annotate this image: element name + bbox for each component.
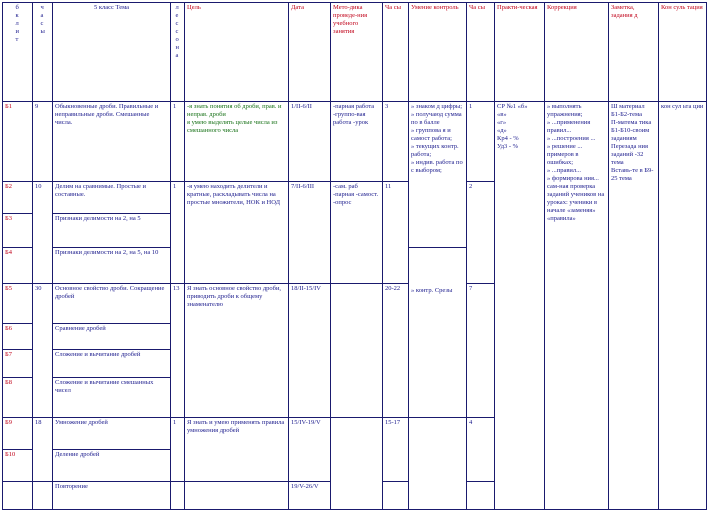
- row-lesson: 1: [171, 182, 185, 284]
- row-topic: Сравнение дробей: [53, 324, 171, 350]
- row-notes: кон сул ьта ции: [659, 102, 707, 510]
- row-id: Б5: [3, 284, 33, 324]
- row-homework: Ш материал Б1-Б2-тема П-матема тика Б1-Б10-своим заданиям Перезада ния заданий -32 тема Вставь-те в Б9-25 тема: [609, 102, 659, 510]
- row-goal: Я знать и умею применять правила умножения дробей: [185, 418, 289, 482]
- row-date: 19/V-26/V: [289, 482, 331, 510]
- row-hours3: 7: [467, 284, 495, 418]
- row-goal: -я знать понятия об дроби, прав. и неправ. дроби я умею выделять целые числа из смешанного числа: [185, 102, 289, 182]
- row-hours2: 20-22: [383, 284, 409, 418]
- row-hours3: [467, 482, 495, 510]
- row-id: Б9: [3, 418, 33, 450]
- row-topic: Сложение и вычитание смешанных чисел: [53, 378, 171, 418]
- row-hours3: 1: [467, 102, 495, 182]
- row-hours: 10: [33, 182, 53, 284]
- row-date: 1/II-6/II: [289, 102, 331, 182]
- row-id: [3, 482, 33, 510]
- row-topic: Признаки делимости на 2, на 5, на 10: [53, 248, 171, 284]
- row-date: 18/II-15/IV: [289, 284, 331, 418]
- row-methods: -сам. раб -парная -самост. -опрос: [331, 182, 383, 284]
- row-id: Б2: [3, 182, 33, 214]
- row-topic: Деление дробей: [53, 450, 171, 482]
- row-hours: 18: [33, 418, 53, 482]
- row-date: 7/II-6/III: [289, 182, 331, 284]
- row-hours3: 4: [467, 418, 495, 482]
- header-lesson: л е с с о н а: [171, 3, 185, 102]
- row-topic: Обыкновенные дроби. Правильные и неправильные дроби. Смешанные числа.: [53, 102, 171, 182]
- header-row: [3, 3, 707, 102]
- header-hours2: Ча сы: [383, 3, 409, 102]
- row-topic: Основное свойство дроби. Сокращение дробей: [53, 284, 171, 324]
- row-hours: 9: [33, 102, 53, 182]
- header-homework: Заметка, задания д: [609, 3, 659, 102]
- header-notes: Кон суль тация: [659, 3, 707, 102]
- table-row: [3, 102, 707, 182]
- row-id: Б10: [3, 450, 33, 482]
- row-topic: Сложение и вычитание дробей: [53, 350, 171, 378]
- row-id: Б8: [3, 378, 33, 418]
- row-goal: Я знать основное свойство дроби, приводить дроби к общему знаменателю: [185, 284, 289, 418]
- row-date: 15/IV-19/V: [289, 418, 331, 482]
- row-id: Б6: [3, 324, 33, 350]
- row-goal: [185, 482, 289, 510]
- row-practice: СР №1 «б» «в» «г» «д» Кр4 - % Уд3 - %: [495, 102, 545, 510]
- row-lesson: 13: [171, 284, 185, 418]
- row-correction: » выполнять упражнения; » ...применения правил... » ...построения ... » решение ... примеров в ошибках; » ...правил... » формирова ния... сам-ная проверка заданий учеников на уроках: ученики в начале «заменяя» «правила»: [545, 102, 609, 510]
- row-lesson: [171, 482, 185, 510]
- row-control: [409, 418, 467, 510]
- header-topic: 5 класс Тема: [53, 3, 171, 102]
- row-topic: Делим на сравнимые. Простые и составные.: [53, 182, 171, 214]
- header-num: б к л и т: [3, 3, 33, 102]
- row-hours: 30: [33, 284, 53, 418]
- header-hours: ч а с ы: [33, 3, 53, 102]
- row-lesson: 1: [171, 418, 185, 482]
- row-hours2: 15-17: [383, 418, 409, 482]
- row-control: [409, 248, 467, 418]
- row-topic: Признаки делимости на 2, на 5: [53, 214, 171, 248]
- row-goal: -я умею находить делители и кратные, раскладывать числа на простые множители, НОК и НОД: [185, 182, 289, 284]
- row-id: Б1: [3, 102, 33, 182]
- row-methods: [331, 418, 383, 510]
- row-id: Б3: [3, 214, 33, 248]
- header-date: Дата: [289, 3, 331, 102]
- row-lesson: 1: [171, 102, 185, 182]
- header-hours3: Ча сы: [467, 3, 495, 102]
- row-methods: [331, 284, 383, 418]
- row-id: Б4: [3, 248, 33, 284]
- control-item: » контр. Срезы: [411, 287, 453, 294]
- header-control: Умение контроль: [409, 3, 467, 102]
- row-hours2: 3: [383, 102, 409, 182]
- header-practice: Практи-ческая: [495, 3, 545, 102]
- row-hours2: 11: [383, 182, 409, 284]
- header-goal: Цель: [185, 3, 289, 102]
- header-methods: Мето-дика проведе-ния учебного занятия: [331, 3, 383, 102]
- row-control: » знаком д цифры; » получаюд сумма по в балле » группова я и самост работа; » текущих контр. работа; » индив. работа по с выбором;: [409, 102, 467, 248]
- header-correction: Коррекция: [545, 3, 609, 102]
- row-topic: Умножение дробей: [53, 418, 171, 450]
- row-hours2: [383, 482, 409, 510]
- row-topic: Повторение: [53, 482, 171, 510]
- row-hours: [33, 482, 53, 510]
- row-id: Б7: [3, 350, 33, 378]
- lesson-plan-table: [2, 2, 707, 510]
- row-methods: -парная работа -группо-вая работа -урок: [331, 102, 383, 182]
- row-hours3: 2: [467, 182, 495, 284]
